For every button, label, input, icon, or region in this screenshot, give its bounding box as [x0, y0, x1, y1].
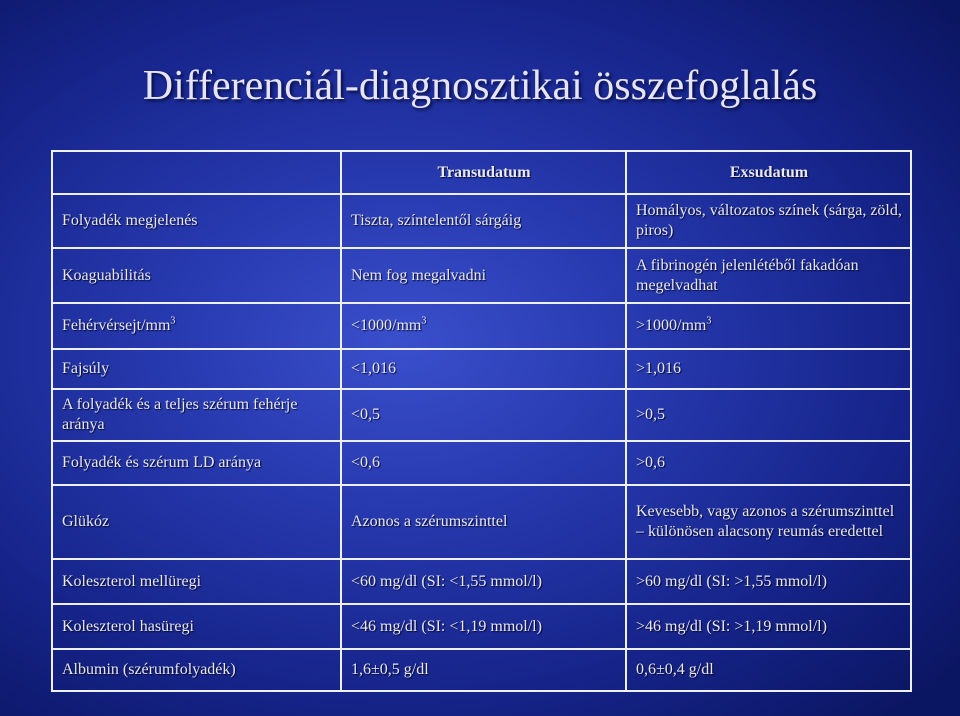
- exsudatum-text: Homályos, változatos színek (sárga, zöld, piros): [636, 202, 902, 239]
- row-label: [52, 194, 341, 248]
- row-label-text: Fajsúly: [62, 360, 110, 377]
- table-header-exsudatum: Exsudatum: [626, 151, 911, 194]
- table-row: [52, 649, 911, 691]
- row-label: [52, 441, 341, 485]
- row-label: [52, 649, 341, 691]
- row-label: [52, 248, 341, 303]
- row-label: [52, 389, 341, 441]
- exsudatum-text: >1,016: [636, 360, 682, 377]
- exsudatum-cell: [626, 389, 911, 441]
- table-header-row: [52, 151, 911, 194]
- row-label: [52, 559, 341, 604]
- transudatum-cell: [341, 349, 626, 389]
- exsudatum-cell: [626, 303, 911, 349]
- transudatum-text: Nem fog megalvadni: [351, 266, 487, 284]
- transudatum-cell: [341, 194, 626, 248]
- exsudatum-text: >0,5: [636, 406, 666, 423]
- transudatum-superscript: 3: [421, 315, 427, 327]
- exsudatum-text: >1000/mm: [636, 317, 707, 334]
- table-header-empty: [52, 151, 341, 194]
- transudatum-text: <60 mg/dl (SI: <1,55 mmol/l): [351, 572, 542, 590]
- transudatum-cell: [341, 604, 626, 649]
- exsudatum-text: >46 mg/dl (SI: >1,19 mmol/l): [636, 617, 827, 635]
- transudatum-text: <1000/mm: [351, 317, 422, 334]
- row-label: [52, 303, 341, 349]
- exsudatum-cell: [626, 248, 911, 303]
- row-label-text: Koleszterol hasüregi: [62, 617, 194, 635]
- transudatum-cell: [341, 485, 626, 559]
- transudatum-text: Tiszta, színtelentől sárgáig: [351, 212, 522, 229]
- table-row: [52, 604, 911, 649]
- row-label-text: Folyadék és szérum LD aránya: [62, 454, 262, 471]
- table-row: [52, 349, 911, 389]
- exsudatum-cell: [626, 349, 911, 389]
- comparison-table: [51, 150, 912, 692]
- table-row: [52, 194, 911, 248]
- exsudatum-text: >60 mg/dl (SI: >1,55 mmol/l): [636, 572, 827, 590]
- exsudatum-cell: [626, 649, 911, 691]
- exsudatum-cell: [626, 604, 911, 649]
- table-header-transudatum: Transudatum: [341, 151, 626, 194]
- exsudatum-text: >0,6: [636, 454, 666, 471]
- table-row: [52, 248, 911, 303]
- exsudatum-cell: [626, 441, 911, 485]
- transudatum-cell: [341, 559, 626, 604]
- exsudatum-text: Kevesebb, vagy azonos a szérumszinttel – különösen alacsony reumás eredettel: [636, 503, 895, 540]
- table-row: [52, 485, 911, 559]
- row-label-text: Koaguabilitás: [62, 266, 151, 284]
- row-label: [52, 349, 341, 389]
- exsudatum-cell: [626, 485, 911, 559]
- row-label-superscript: 3: [170, 315, 176, 327]
- row-label-text: A folyadék és a teljes szérum fehérje aránya: [62, 396, 298, 433]
- exsudatum-text: 0,6±0,4 g/dl: [636, 661, 714, 678]
- transudatum-text: <0,5: [351, 406, 381, 423]
- transudatum-cell: [341, 441, 626, 485]
- exsudatum-text: A fibrinogén jelenlétéből fakadóan megelvadhat: [636, 256, 859, 294]
- exsudatum-superscript: 3: [706, 315, 712, 327]
- table-row: [52, 389, 911, 441]
- row-label-text: Glükóz: [62, 513, 110, 530]
- row-label-text: Albumin (szérumfolyadék): [62, 661, 236, 678]
- exsudatum-cell: [626, 194, 911, 248]
- transudatum-text: <0,6: [351, 454, 381, 471]
- row-label: [52, 604, 341, 649]
- row-label-text: Folyadék megjelenés: [62, 212, 198, 229]
- table-row: [52, 441, 911, 485]
- row-label-text: Koleszterol mellüregi: [62, 572, 202, 590]
- row-label-text: Fehérvérsejt/mm: [62, 317, 171, 334]
- transudatum-cell: [341, 389, 626, 441]
- slide-title: Differenciál-diagnosztikai összefoglalás: [142, 63, 818, 109]
- transudatum-text: Azonos a szérumszinttel: [351, 513, 508, 530]
- transudatum-cell: [341, 303, 626, 349]
- transudatum-text: 1,6±0,5 g/dl: [351, 661, 429, 678]
- transudatum-text: <1,016: [351, 360, 397, 377]
- exsudatum-cell: [626, 559, 911, 604]
- table-row: [52, 303, 911, 349]
- row-label: [52, 485, 341, 559]
- table-row: [52, 559, 911, 604]
- transudatum-cell: [341, 248, 626, 303]
- transudatum-cell: [341, 649, 626, 691]
- transudatum-text: <46 mg/dl (SI: <1,19 mmol/l): [351, 617, 542, 635]
